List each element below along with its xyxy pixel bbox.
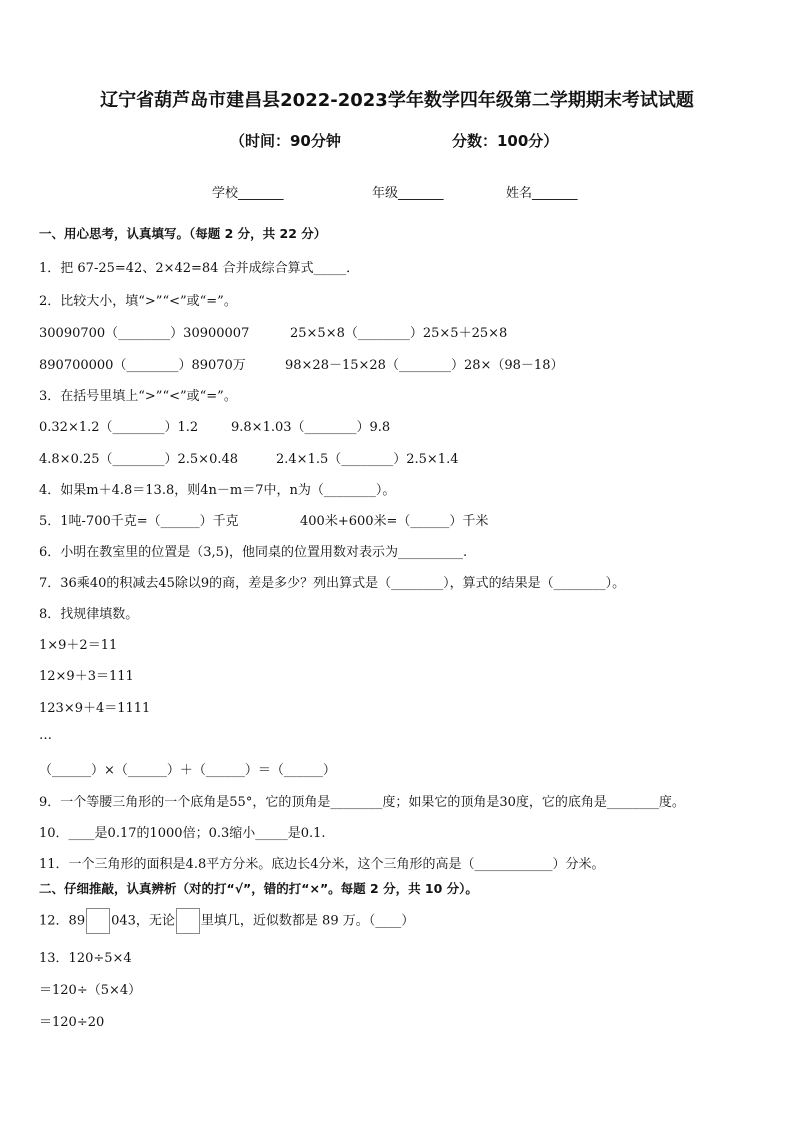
q2-item-4: 98×28－15×28（________）28×（98－18） [285, 358, 564, 373]
question-3: 3．在括号里填上“>”“<”或“=”。 [39, 389, 237, 404]
q12-digit-box [86, 908, 110, 934]
q3-item-2: 9.8×1.03（________）9.8 [231, 420, 391, 435]
section-1-heading: 一、用心思考，认真填写。（每题 2 分，共 22 分） [39, 226, 327, 241]
q2-item-3: 890700000（________）89070万 [39, 358, 246, 373]
q3-item-4: 2.4×1.5（________）2.5×1.4 [276, 452, 459, 467]
q8-pattern-blank: （______）×（______）＋（______）＝（______） [39, 763, 336, 778]
name-field[interactable]: 姓名_______ [506, 186, 578, 201]
exam-meta [0, 130, 794, 152]
q12-text-1: 12．89 [39, 913, 86, 929]
grade-field[interactable]: 年级_______ [372, 186, 444, 201]
question-5-part-1: 5．1吨-700千克=（______）千克 [39, 514, 239, 529]
question-12 [39, 908, 414, 934]
q2-item-2: 25×5×8（________）25×5＋25×8 [290, 326, 508, 341]
q13-step-2: ＝120÷20 [39, 1015, 105, 1030]
exam-title: 辽宁省葫芦岛市建昌县2022-2023学年数学四年级第二学期期末考试试题 [100, 90, 694, 111]
question-10: 10．____是0.17的1000倍；0.3缩小_____是0.1. [39, 826, 326, 841]
question-2: 2．比较大小，填“>”“<”或“=”。 [39, 294, 237, 309]
question-9: 9．一个等腰三角形的一个底角是55°，它的顶角是________度；如果它的顶角是30度，它的底角是________度。 [39, 795, 685, 810]
q3-item-1: 0.32×1.2（________）1.2 [39, 420, 199, 435]
question-7: 7．36乘40的积减去45除以9的商，差是多少？列出算式是（________），算式的结果是（________）。 [39, 576, 626, 591]
question-8: 8．找规律填数。 [39, 607, 139, 622]
section-2-heading: 二、仔细推敲，认真辨析（对的打“√”，错的打“×”。每题 2 分，共 10 分）。 [39, 881, 478, 896]
exam-score: 分数：100分） [452, 132, 559, 150]
question-6: 6．小明在教室里的位置是（3,5)，他同桌的位置用数对表示为__________. [39, 545, 468, 560]
q8-pattern-line-2: 12×9＋3＝111 [39, 669, 134, 684]
question-13: 13．120÷5×4 [39, 951, 132, 966]
q8-pattern-line-1: 1×9＋2＝11 [39, 638, 118, 653]
q12-text-2: 043，无论 [111, 913, 175, 929]
q3-item-3: 4.8×0.25（________）2.5×0.48 [39, 452, 239, 467]
question-5-part-2: 400米+600米=（______）千米 [300, 514, 489, 529]
school-field[interactable]: 学校_______ [212, 186, 284, 201]
q2-item-1: 30090700（________）30900007 [39, 326, 250, 341]
exam-time: （时间：90分钟 [230, 132, 341, 150]
question-11: 11．一个三角形的面积是4.8平方分米。底边长4分米，这个三角形的高是（____________）分米。 [39, 857, 605, 872]
q12-digit-box-ref [176, 908, 200, 934]
q12-text-3: 里填几，近似数都是 89 万。（____） [200, 913, 415, 929]
question-4: 4．如果m＋4.8＝13.8，则4n－m＝7中，n为（________）。 [39, 483, 396, 498]
q13-step-1: ＝120÷（5×4） [39, 983, 142, 998]
question-1: 1．把 67-25=42、2×42=84 合并成综合算式_____． [39, 261, 360, 276]
q8-pattern-line-3: 123×9＋4＝1111 [39, 701, 151, 716]
q8-pattern-ellipsis: … [39, 728, 52, 743]
